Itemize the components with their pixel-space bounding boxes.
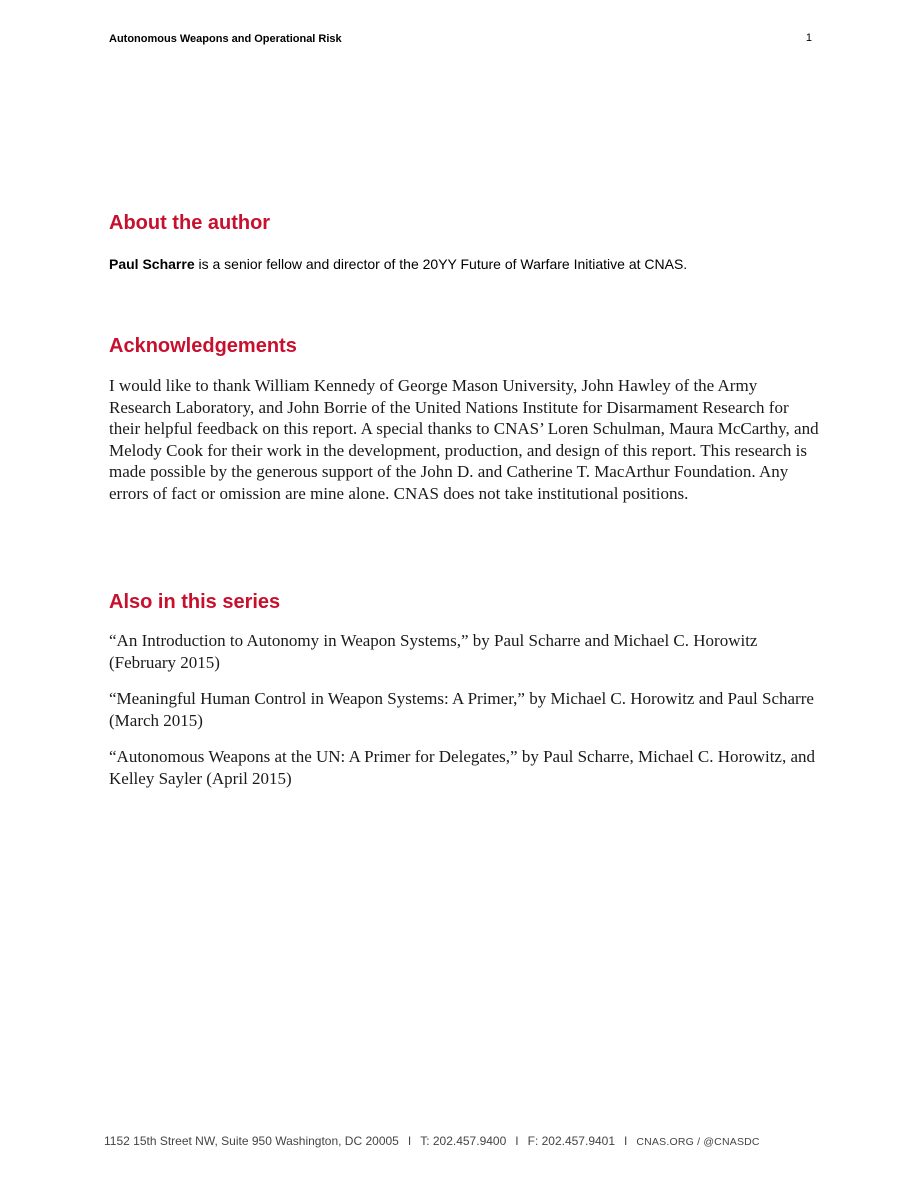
footer-fax: F: 202.457.9401 — [527, 1134, 616, 1148]
running-header-title: Autonomous Weapons and Operational Risk — [109, 33, 342, 45]
acknowledgements-section — [109, 334, 819, 505]
page-number: 1 — [805, 32, 812, 44]
about-author-heading: About the author — [109, 212, 271, 234]
author-description: is a senior fellow and director of the 20YY Future of Warfare Initiative at CNAS. — [194, 256, 688, 272]
series-item: “Meaningful Human Control in Weapon Systems: A Primer,” by Michael C. Horowitz and Paul Scharre (March 2015) — [109, 689, 814, 730]
about-author-section — [109, 211, 819, 273]
author-name: Paul Scharre — [109, 256, 195, 272]
series-item: “Autonomous Weapons at the UN: A Primer for Delegates,” by Paul Scharre, Michael C. Horowitz, and Kelley Sayler (April 2015) — [109, 747, 816, 788]
series-item: “An Introduction to Autonomy in Weapon Systems,” by Paul Scharre and Michael C. Horowitz (February 2015) — [109, 631, 758, 672]
series-section — [109, 590, 819, 805]
footer-address: 1152 15th Street NW, Suite 950 Washington, DC 20005 — [104, 1134, 399, 1148]
footer — [104, 1134, 824, 1148]
acknowledgements-heading: Acknowledgements — [109, 335, 297, 357]
footer-phone: T: 202.457.9400 — [420, 1134, 507, 1148]
footer-separator: I — [407, 1134, 412, 1148]
footer-separator: I — [515, 1134, 519, 1148]
series-heading: Also in this series — [109, 591, 281, 613]
footer-web-link[interactable]: CNAS.ORG / @CNASDC — [636, 1136, 760, 1148]
author-bio — [109, 255, 819, 273]
series-list — [109, 630, 819, 790]
acknowledgements-text: I would like to thank William Kennedy of George Mason University, John Hawley of the Army Research Laboratory, and John Borrie of the United Nations Institute for Disarmament Research for their helpful feedback on this report. A special thanks to CNAS’ Loren Schulman, Maura McCarthy, and Melody Cook for their work in the development, production, and design of this report. This research is made possible by the generous support of the John D. and Catherine T. MacArthur Foundation. Any errors of fact or omission are mine alone. CNAS does not take institutional positions. — [109, 376, 819, 503]
footer-separator: I — [624, 1134, 628, 1148]
